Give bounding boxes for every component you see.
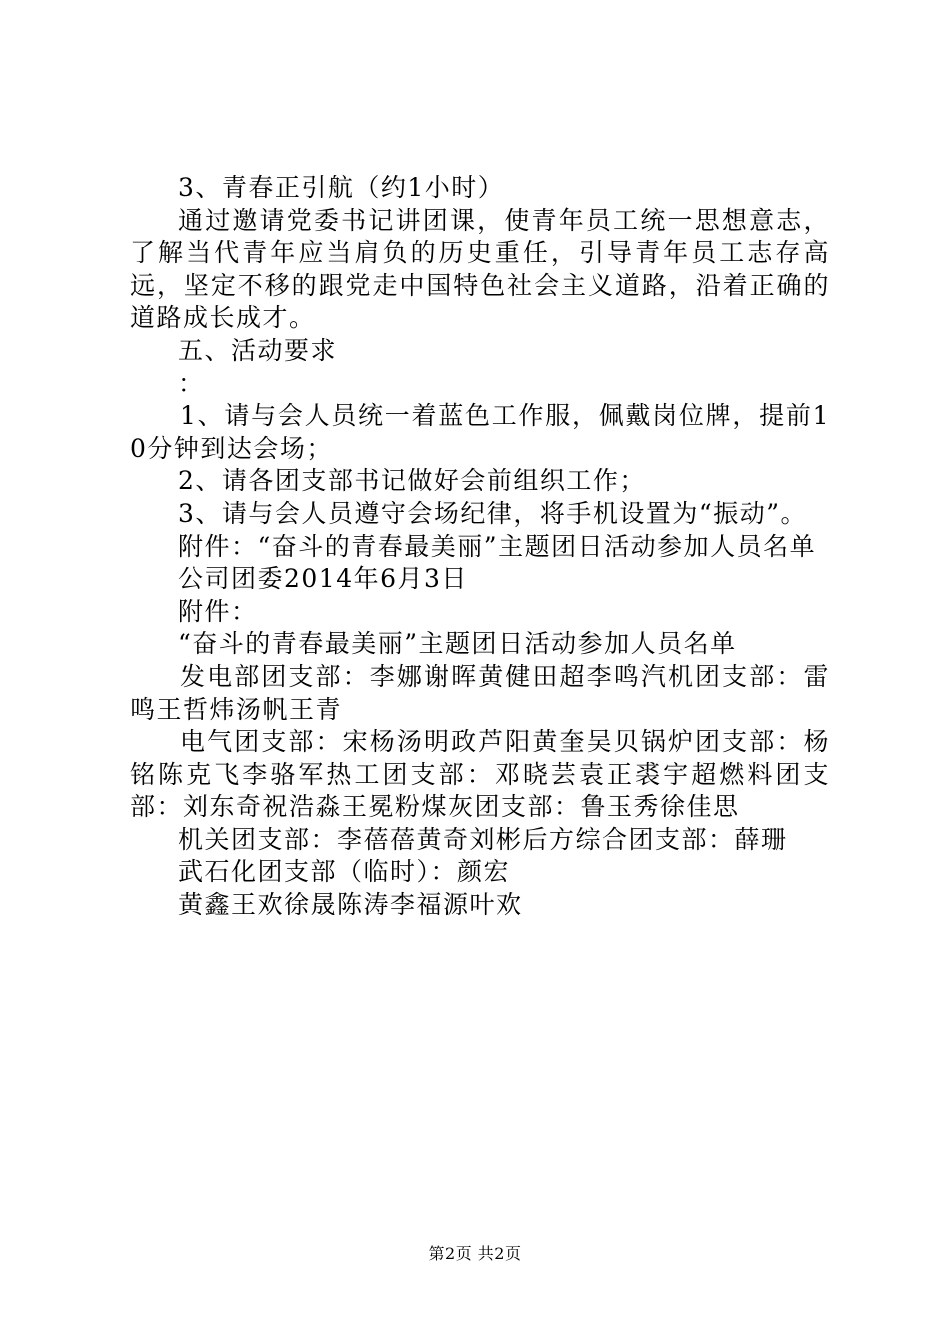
participants-petrochemical: 武石化团支部（临时）：颜宏 (178, 857, 511, 887)
paragraph-youth-guidance-description: 通过邀请党委书记讲团课，使青年员工统一思想意志，了解当代青年应当肩负的历史重任，引导青年员工志存高远，坚定不移的跟党走中国特色社会主义道路，沿着正确的道路成长成才。 (130, 205, 830, 333)
section-heading-activity-requirements: 五、活动要求 (178, 335, 338, 365)
participants-electrical: 电气团支部：宋杨汤明政芦阳黄奎吴贝锅炉团支部：杨铭陈克飞李骆军热工团支部：邓晓芸袁正裘宇超燃料团支部：刘东奇祝浩淼王冕粉煤灰团支部：鲁玉秀徐佳思 (130, 727, 830, 822)
requirement-item-1: 1、请与会人员统一着蓝色工作服，佩戴岗位牌，提前10分钟到达会场； (130, 401, 830, 463)
requirement-item-3: 3、请与会人员遵守会场纪律，将手机设置为“振动”。 (178, 498, 807, 528)
document-body (130, 172, 830, 922)
attachment-reference: 附件：“奋斗的青春最美丽”主题团日活动参加人员名单 (178, 531, 817, 561)
participants-administration: 机关团支部：李蓓蓓黄奇刘彬后方综合团支部：薛珊 (178, 824, 788, 854)
participants-power-generation: 发电部团支部：李娜谢晖黄健田超李鸣汽机团支部：雷鸣王哲炜汤帆王青 (130, 661, 830, 724)
requirement-item-2: 2、请各团支部书记做好会前组织工作； (178, 466, 646, 496)
paragraph-colon: ： (178, 368, 205, 398)
attachment-label: 附件： (178, 596, 258, 626)
participants-other: 黄鑫王欢徐晟陈涛李福源叶欢 (178, 890, 523, 920)
page-footer: 第2页 共2页 (428, 1244, 522, 1263)
signature-date: 公司团委2014年6月3日 (178, 564, 468, 594)
section-heading-youth-guidance: 3、青春正引航（约1小时） (178, 173, 505, 202)
attachment-title: “奋斗的青春最美丽”主题团日活动参加人员名单 (178, 629, 737, 659)
